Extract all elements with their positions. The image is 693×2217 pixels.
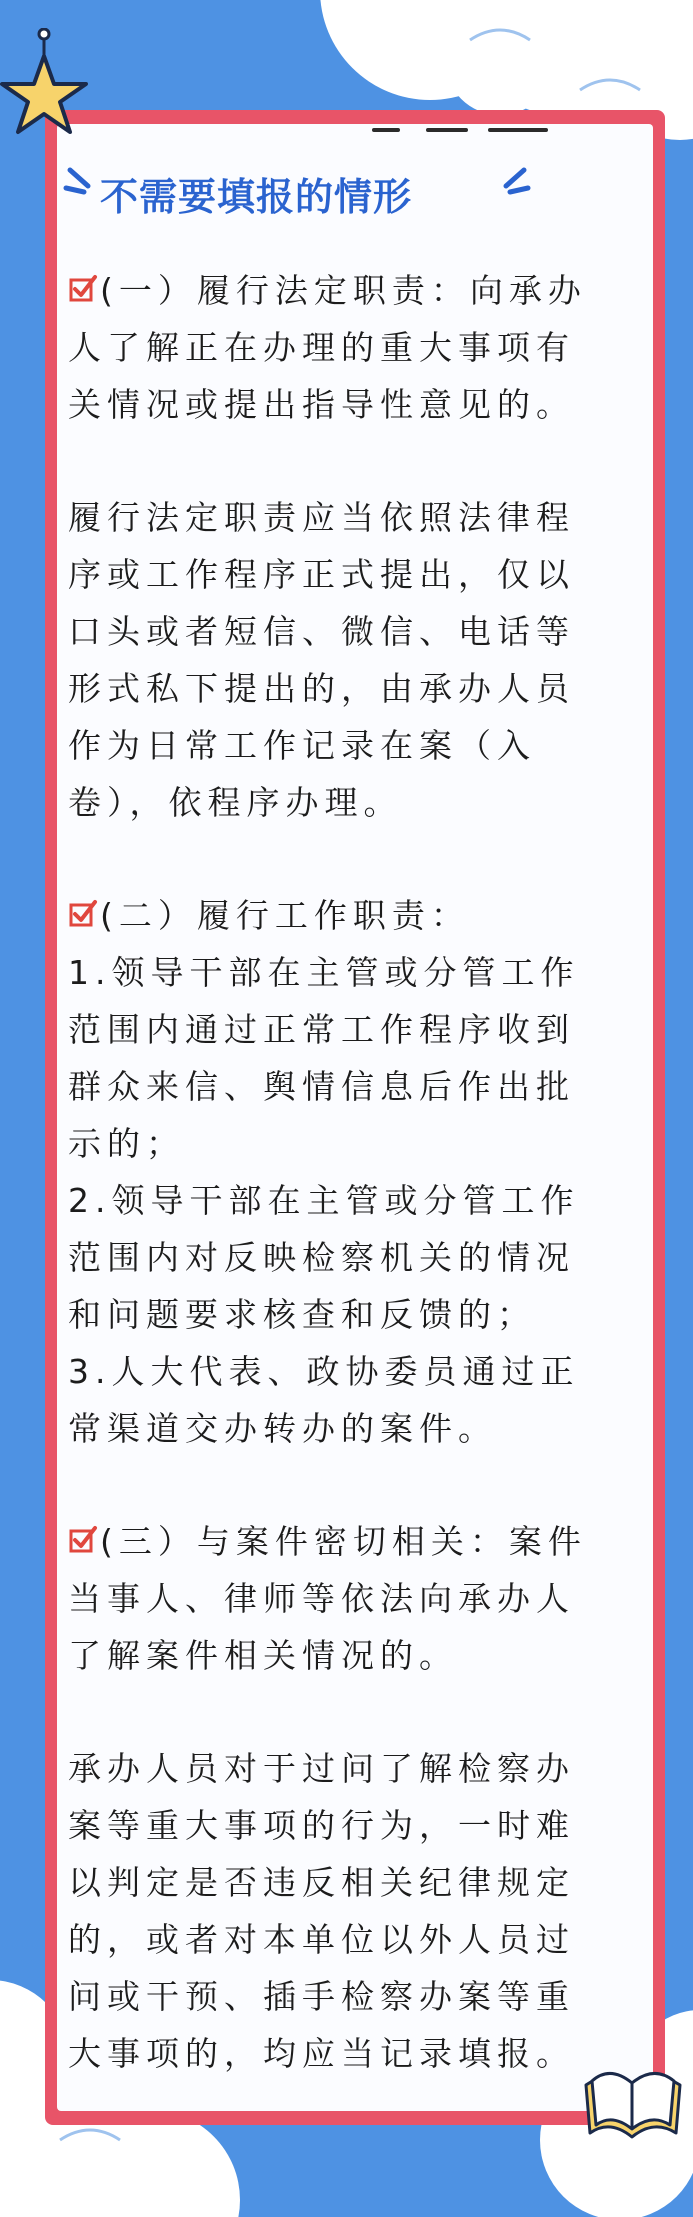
section-2-body-line-7: 和问题要求核查和反馈的； xyxy=(68,1295,536,1334)
section-1-body-line-3: 口头或者短信、微信、电话等 xyxy=(68,612,575,651)
section-2-body-line-4: 示的； xyxy=(68,1124,185,1163)
section-1-heading-line-2: 人了解正在办理的重大事项有 xyxy=(68,328,575,367)
page-title: 不需要填报的情形 xyxy=(100,175,413,219)
checkbox-icon xyxy=(68,274,98,304)
section-3-heading-line-2: 当事人、律师等依法向承办人 xyxy=(68,1579,575,1618)
section-3-body-line-1: 承办人员对于过问了解检察办 xyxy=(68,1749,575,1788)
section-3-body-line-4: 的，或者对本单位以外人员过 xyxy=(68,1920,575,1959)
section-1-body-line-4: 形式私下提出的，由承办人员 xyxy=(68,669,575,708)
section-3-body-line-5: 问或干预、插手检察办案等重 xyxy=(68,1977,575,2016)
section-2-heading-line-1: (二）履行工作职责： xyxy=(68,887,638,944)
section-2-body-line-9: 常渠道交办转办的案件。 xyxy=(68,1409,497,1448)
section-2-body-line-2: 范围内通过正常工作程序收到 xyxy=(68,1010,575,1049)
section-3-heading-line-3: 了解案件相关情况的。 xyxy=(68,1636,458,1675)
section-3-heading-line-1: (三）与案件密切相关：案件 xyxy=(68,1513,638,1570)
section-3-body-line-2: 案等重大事项的行为，一时难 xyxy=(68,1806,575,1845)
section-1-body-line-5: 作为日常工作记录在案（入 xyxy=(68,726,536,765)
title-banner xyxy=(62,158,532,228)
section-2-body-line-1: 1.领导干部在主管或分管工作 xyxy=(68,953,580,992)
star-icon xyxy=(0,28,92,138)
section-2-body-line-5: 2.领导干部在主管或分管工作 xyxy=(68,1181,580,1220)
section-3-body-line-6: 大事项的，均应当记录填报。 xyxy=(68,2034,575,2073)
checkbox-icon xyxy=(68,1525,98,1555)
content-body xyxy=(68,262,638,2082)
section-2-body-line-3: 群众来信、舆情信息后作出批 xyxy=(68,1067,575,1106)
dash-decoration xyxy=(370,120,550,140)
checkbox-icon xyxy=(68,899,98,929)
section-1-body-line-6: 卷），依程序办理。 xyxy=(68,783,403,822)
section-2-body-line-8: 3.人大代表、政协委员通过正 xyxy=(68,1352,580,1391)
section-2-body-line-6: 范围内对反映检察机关的情况 xyxy=(68,1238,575,1277)
section-1-body-line-1: 履行法定职责应当依照法律程 xyxy=(68,498,575,537)
section-1-heading-line-3: 关情况或提出指导性意见的。 xyxy=(68,385,575,424)
section-3-body-line-3: 以判定是否违反相关纪律规定 xyxy=(68,1863,575,1902)
section-1-heading-line-1: (一）履行法定职责：向承办 xyxy=(68,262,638,319)
section-1-body-line-2: 序或工作程序正式提出，仅以 xyxy=(68,555,575,594)
